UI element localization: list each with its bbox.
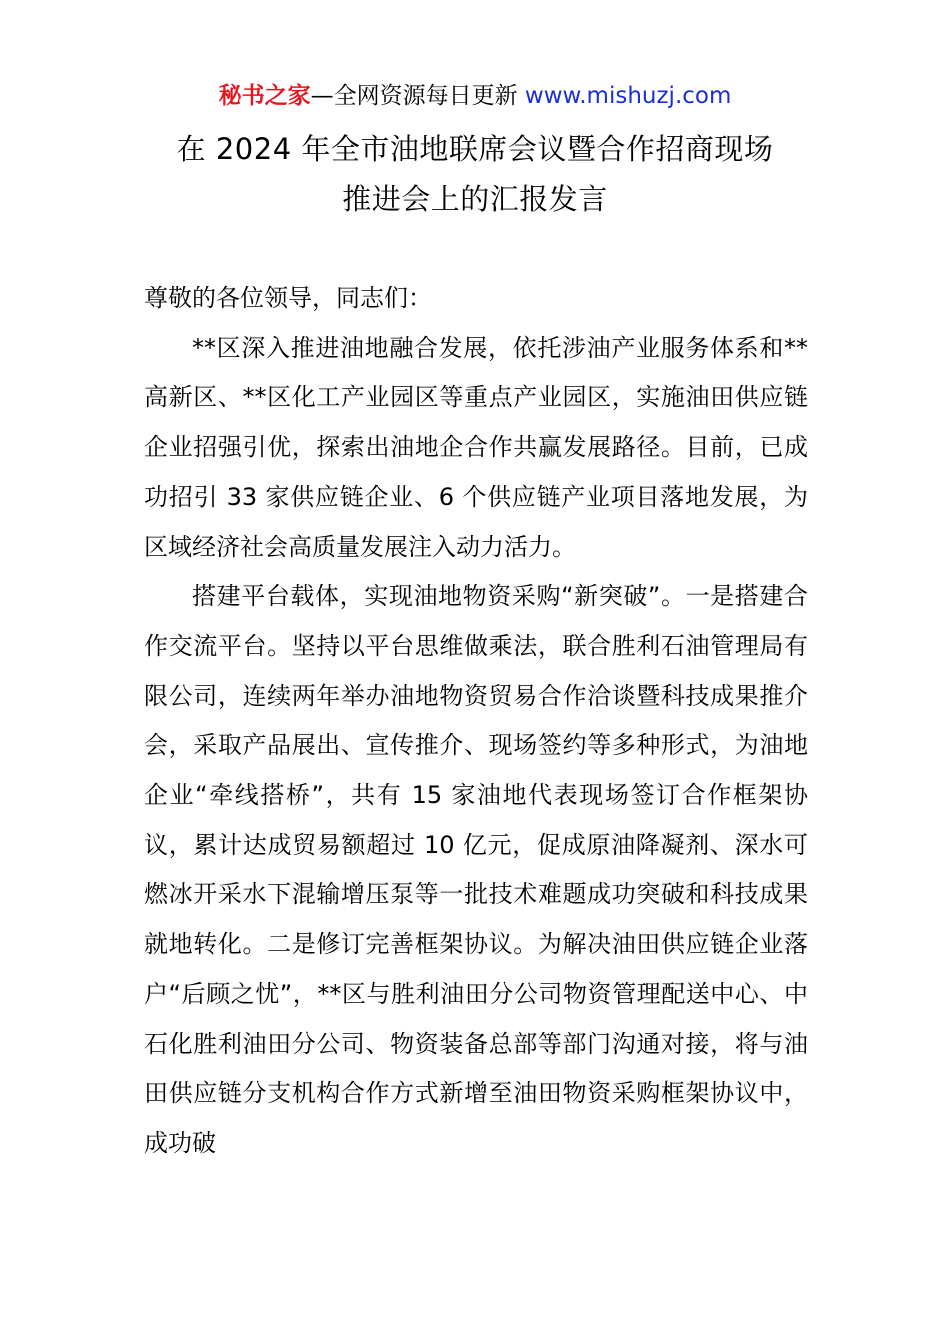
- salutation: 尊敬的各位领导，同志们：: [144, 284, 432, 312]
- paragraph: **区深入推进油地融合发展，依托涉油产业服务体系和**高新区、**区化工产业园区等重点产业园区，实施油田供应链企业招强引优，探索出油地企合作共赢发展路径。目前，已成功招引 33 家供应链企业、6 个供应链产业项目落地发展，为区域经济社会高质量发展注入动力活力。: [144, 333, 808, 561]
- brand-name: 秘书之家: [218, 83, 311, 109]
- site-header: [0, 80, 950, 112]
- document-body: [144, 274, 808, 1169]
- title-line-1: 在 2024 年全市油地联席会议暨合作招商现场: [176, 132, 774, 166]
- site-url-link[interactable]: www.mishuzj.com: [524, 83, 732, 109]
- paragraph: 搭建平台载体，实现油地物资采购“新突破”。一是搭建合作交流平台。坚持以平台思维做乘法，联合胜利石油管理局有限公司，连续两年举办油地物资贸易合作洽谈暨科技成果推介会，采取产品展出、宣传推介、现场签约等多种形式，为油地企业“牵线搭桥”，共有 15 家油地代表现场签订合作框架协议，累计达成贸易额超过 10 亿元，促成原油降凝剂、深水可燃冰开采水下混输增压泵等一批技术难题成功突破和科技成果就地转化。二是修订完善框架协议。为解决油田供应链企业落户“后顾之忧”，**区与胜利油田分公司物资管理配送中心、中石化胜利油田分公司、物资装备总部等部门沟通对接，将与油田供应链分支机构合作方式新增至油田物资采购框架协议中，成功破: [144, 582, 808, 1157]
- header-tagline: —全网资源每日更新: [310, 83, 525, 109]
- document-title: [0, 124, 950, 224]
- title-line-2: 推进会上的汇报发言: [342, 182, 608, 216]
